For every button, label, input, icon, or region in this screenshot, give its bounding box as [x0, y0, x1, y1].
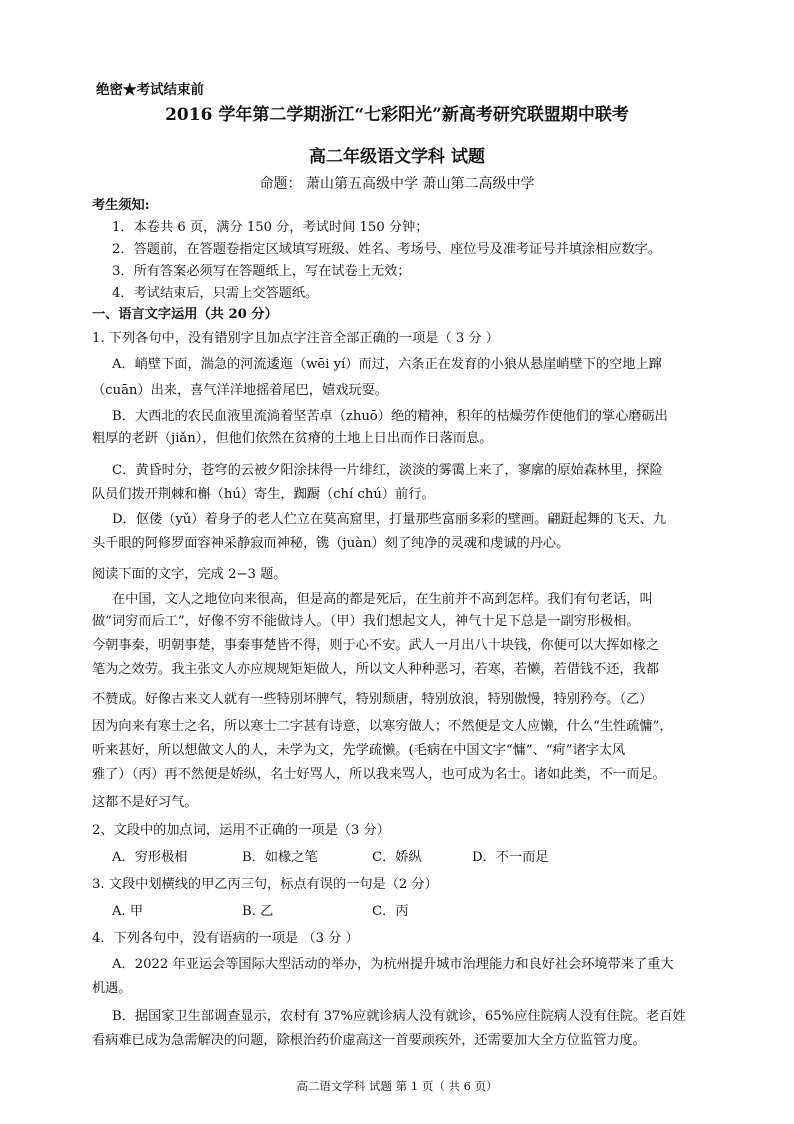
- notice-item: 1．本卷共 6 页，满分 150 分，考试时间 150 分钟；: [112, 220, 429, 235]
- q2-option: D．不一而足: [472, 850, 549, 865]
- confidential-label: 绝密★考试结束前: [96, 82, 204, 98]
- q2-option: B．如椽之笔: [242, 850, 318, 865]
- q1-option-a: A．峭壁下面，湍急的河流逶迤（wēi yí）而过，六条正在发育的小狼从悬崖峭壁下的空地上蹿: [112, 357, 662, 372]
- question-1-stem: 1. 下列各句中，没有错别字且加点字注音全部正确的一项是（ 3 分 ）: [92, 331, 499, 346]
- q1-option-b: B．大西北的农民血液里流淌着坚苦卓（zhuō）绝的精神，积年的枯燥劳作使他们的掌心磨砺出: [112, 409, 668, 424]
- notice-item: 2．答题前，在答题卷指定区域填写班级、姓名、考场号、座位号及准考证号并填涂相应数字。: [112, 242, 662, 257]
- passage-line: 做“词穷而后工”，好像不穷不能做诗人。（甲）我们想起文人，神气十足下总是一副穷形极相。: [92, 614, 640, 629]
- page-footer: 高二语文学科 试题 第 1 页（ 共 6 页）: [296, 1079, 498, 1093]
- q2-option: C．娇纵: [372, 850, 422, 865]
- passage-line: 不赞成。好像古来文人就有一些特別坏脾气，特别颓唐，特别放浪，特别傲慢，特别矜夸。（乙）: [92, 692, 653, 707]
- q4-option-a-cont: 机遇。: [92, 981, 132, 996]
- passage-line: 在中国，文人之地位向来很高，但是高的都是死后，在生前并不高到怎样。我们有句老话，叫: [112, 592, 653, 607]
- passage-line: 这都不是好习气。: [92, 795, 198, 810]
- passage-line: 雅了）（丙）再不然便是娇纵，名士好骂人，所以我来骂人，也可成为名士。诸如此类，不一而足。: [92, 767, 666, 782]
- q1-option-c-cont: 队员们拨开荆棘和槲（hú）寄生，踟蹰（chí chú）前行。: [92, 487, 435, 502]
- passage-line: 笔为之效劳。我主张文人亦应规规矩矩做人，所以文人种种恶习，若寒，若懒，若借钱不还，我都: [92, 662, 660, 677]
- reading-intro: 阅读下面的文字，完成 2−3 题。: [92, 567, 287, 582]
- q1-option-c: C．黄昏时分，苍穹的云被夕阳涂抹得一片绯红，淡淡的雾霭上来了，寥廓的原始森林里，探险: [112, 463, 663, 478]
- q4-option-b-cont: 看病难已成为急需解决的问题，除根治药价虚高这一首要顽疾外，还需要加大全方位监管力度。: [92, 1033, 646, 1048]
- q4-option-b: B．据国家卫生部调查显示，农村有 37%应就诊病人没有就诊，65%应住院病人没有住院。老百姓: [112, 1009, 686, 1024]
- exam-subtitle: 高二年级语文学科 试题: [309, 147, 485, 167]
- q1-option-a-cont: （cuān）出来，喜气洋洋地摇着尾巴，嬉戏玩耍。: [92, 383, 388, 398]
- passage-line: 听来甚好，所以想做文人的人，未学为文，先学疏懒。(毛病在中国文字“慵”、“疴”诸字太风: [92, 743, 626, 758]
- q1-option-b-cont: 粗厚的老趼（jiǎn），但他们依然在贫瘠的土地上日出而作日落而息。: [92, 431, 493, 446]
- passage-line: 因为向来有寒士之名，所以寒士二字甚有诗意，以寒穷做人；不然便是文人应懒，什么“生性疏慵”，: [92, 719, 673, 734]
- q3-option: A. 甲: [112, 904, 144, 919]
- question-4-stem: 4．下列各句中，没有语病的一项是 （3 分 ）: [92, 931, 359, 946]
- notice-heading: 考生须知:: [92, 198, 150, 213]
- section-heading: 一、语言文字运用（共 20 分）: [92, 307, 278, 322]
- q1-option-d-cont: 头千眼的阿修罗面容神采静寂而神秘，镌（juàn）刻了纯净的灵魂和虔诚的丹心。: [92, 536, 570, 551]
- exam-title: 2016 学年第二学期浙江“七彩阳光”新高考研究联盟期中联考: [165, 105, 629, 125]
- question-2-stem: 2、文段中的加点词，运用不正确的一项是（3 分）: [92, 823, 390, 838]
- notice-item: 3．所有答案必须写在答题纸上，写在试卷上无效；: [112, 264, 411, 279]
- passage-line: 今朝事秦，明朝事楚，事秦事楚皆不得，则于心不安。武人一月出八十块钱，你便可以大挥如椽之: [92, 638, 660, 653]
- q3-options: [112, 903, 472, 921]
- q2-option: A．穷形极相: [112, 850, 188, 865]
- q1-option-d: D．伛偻（yǔ）着身子的老人伫立在莫高窟里，打量那些富丽多彩的壁画。翩跹起舞的飞天、九: [112, 512, 667, 527]
- q3-option: C．丙: [372, 904, 409, 919]
- question-3-stem: 3. 文段中划横线的甲乙丙三句，标点有误的一句是（2 分）: [92, 877, 438, 892]
- q3-option: B. 乙: [242, 904, 274, 919]
- notice-item: 4．考试结束后，只需上交答题纸。: [112, 286, 319, 301]
- exam-authors: 命题： 萧山第五高级中学 萧山第二高级中学: [259, 176, 535, 192]
- q2-options: [112, 849, 582, 867]
- q4-option-a: A．2022 年亚运会等国际大型活动的举办，为杭州提升城市治理能力和良好社会环境带来了重大: [112, 957, 674, 972]
